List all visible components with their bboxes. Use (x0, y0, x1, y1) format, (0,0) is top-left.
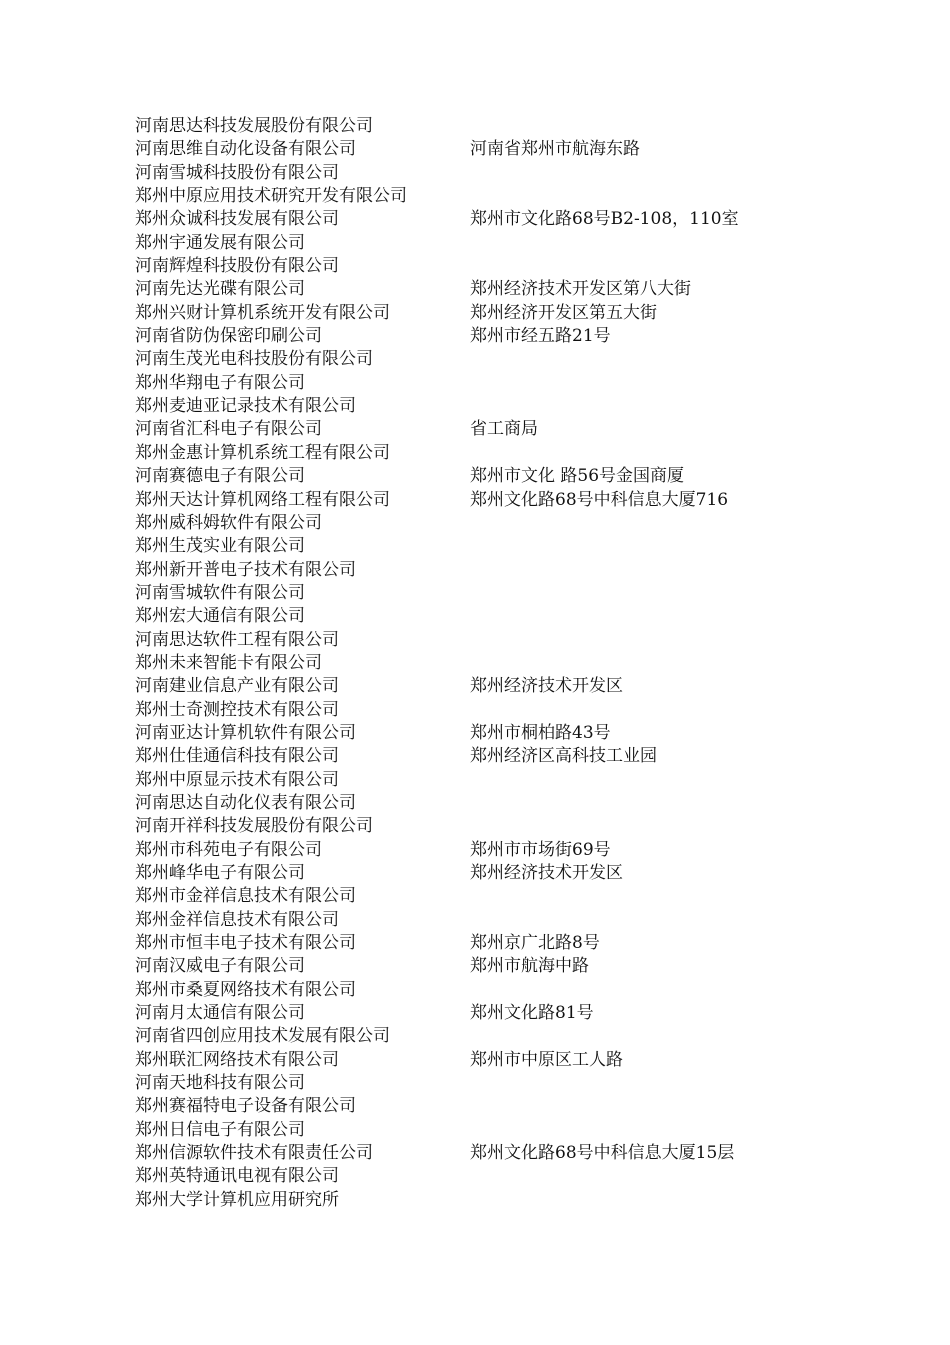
list-row (135, 745, 815, 768)
list-row (135, 278, 815, 301)
company-address: 郑州市文化 路56号金国商厦 (470, 466, 685, 487)
company-address (470, 1119, 815, 1142)
company-address (470, 442, 815, 465)
list-row (135, 1119, 815, 1142)
company-address: 郑州市航海中路 (470, 956, 589, 977)
list-row (135, 1142, 815, 1165)
company-address (470, 815, 815, 838)
company-address: 郑州经济开发区第五大街 (470, 302, 657, 323)
company-address (470, 652, 815, 675)
company-address (470, 395, 815, 418)
company-address (470, 1072, 815, 1095)
list-row (135, 348, 815, 371)
company-name: 郑州日信电子有限公司 (135, 1119, 305, 1140)
list-row (135, 1049, 815, 1072)
list-row (135, 115, 815, 138)
list-row (135, 418, 815, 441)
company-address (470, 1095, 815, 1118)
company-address (470, 115, 815, 138)
company-name: 郑州金惠计算机系统工程有限公司 (135, 442, 390, 463)
list-row (135, 792, 815, 815)
list-row (135, 675, 815, 698)
company-name: 郑州仕佳通信科技有限公司 (135, 746, 339, 767)
company-name: 河南辉煌科技股份有限公司 (135, 256, 339, 277)
company-name: 河南汉威电子有限公司 (135, 956, 305, 977)
company-address (470, 185, 815, 208)
company-name: 河南月太通信有限公司 (135, 1003, 305, 1024)
company-address (470, 1025, 815, 1048)
company-name: 河南思维自动化设备有限公司 (135, 139, 356, 160)
company-address: 郑州市中原区工人路 (470, 1049, 623, 1070)
list-row (135, 512, 815, 535)
list-row (135, 442, 815, 465)
company-name: 河南省汇科电子有限公司 (135, 419, 322, 440)
company-name: 郑州众诚科技发展有限公司 (135, 209, 339, 230)
list-row (135, 465, 815, 488)
list-row (135, 909, 815, 932)
list-row (135, 862, 815, 885)
company-name: 河南思达软件工程有限公司 (135, 629, 339, 650)
list-row (135, 885, 815, 908)
list-row (135, 955, 815, 978)
company-address: 郑州市桐柏路43号 (470, 722, 611, 743)
company-address: 郑州经济区高科技工业园 (470, 746, 657, 767)
company-name: 郑州信源软件技术有限责任公司 (135, 1143, 373, 1164)
company-address (470, 162, 815, 185)
company-address (470, 792, 815, 815)
company-name: 河南省防伪保密印刷公司 (135, 326, 322, 347)
company-name: 郑州联汇网络技术有限公司 (135, 1049, 339, 1070)
list-row (135, 815, 815, 838)
company-address (470, 512, 815, 535)
list-row (135, 652, 815, 675)
list-row (135, 629, 815, 652)
list-row (135, 325, 815, 348)
company-name: 郑州英特通讯电视有限公司 (135, 1166, 339, 1187)
company-name: 郑州市金祥信息技术有限公司 (135, 886, 356, 907)
company-name: 郑州生茂实业有限公司 (135, 536, 305, 557)
list-row (135, 839, 815, 862)
company-address (470, 372, 815, 395)
company-address (470, 605, 815, 628)
company-name: 郑州威科姆软件有限公司 (135, 512, 322, 533)
company-name: 河南开祥科技发展股份有限公司 (135, 816, 373, 837)
list-row (135, 979, 815, 1002)
company-name: 郑州天达计算机网络工程有限公司 (135, 489, 390, 510)
company-name: 郑州兴财计算机系统开发有限公司 (135, 302, 390, 323)
list-row (135, 722, 815, 745)
company-name: 郑州宇通发展有限公司 (135, 232, 305, 253)
company-address (470, 535, 815, 558)
company-address (470, 1165, 815, 1188)
company-name: 河南雪城科技股份有限公司 (135, 162, 339, 183)
list-row (135, 138, 815, 161)
company-address: 省工商局 (470, 419, 538, 440)
company-name: 郑州麦迪亚记录技术有限公司 (135, 396, 356, 417)
company-address: 郑州文化路68号中科信息大厦15层 (470, 1143, 735, 1164)
company-address: 郑州市经五路21号 (470, 326, 611, 347)
company-address (470, 255, 815, 278)
company-name: 河南建业信息产业有限公司 (135, 676, 339, 697)
company-name: 郑州中原显示技术有限公司 (135, 769, 339, 790)
company-name: 郑州宏大通信有限公司 (135, 606, 305, 627)
list-row (135, 162, 815, 185)
company-name: 郑州华翔电子有限公司 (135, 372, 305, 393)
list-row (135, 1072, 815, 1095)
company-address: 郑州京广北路8号 (470, 933, 600, 954)
list-row (135, 208, 815, 231)
company-name: 郑州中原应用技术研究开发有限公司 (135, 186, 407, 207)
company-address: 郑州文化路68号中科信息大厦716 (470, 489, 729, 510)
company-address (470, 699, 815, 722)
company-address (470, 629, 815, 652)
company-address (470, 559, 815, 582)
list-row (135, 1165, 815, 1188)
company-name: 河南思达科技发展股份有限公司 (135, 116, 373, 136)
list-row (135, 395, 815, 418)
company-address (470, 979, 815, 1002)
list-row (135, 605, 815, 628)
list-row (135, 185, 815, 208)
company-name: 郑州新开普电子技术有限公司 (135, 559, 356, 580)
company-name: 河南思达自动化仪表有限公司 (135, 792, 356, 813)
company-name: 郑州大学计算机应用研究所 (135, 1189, 339, 1210)
company-name: 郑州士奇测控技术有限公司 (135, 699, 339, 720)
company-address (470, 232, 815, 255)
company-address: 河南省郑州市航海东路 (470, 139, 640, 160)
company-name: 河南亚达计算机软件有限公司 (135, 722, 356, 743)
company-name: 河南生茂光电科技股份有限公司 (135, 349, 373, 370)
list-row (135, 535, 815, 558)
company-name: 河南雪城软件有限公司 (135, 582, 305, 603)
company-name: 郑州赛福特电子设备有限公司 (135, 1096, 356, 1117)
company-name: 郑州市恒丰电子技术有限公司 (135, 933, 356, 954)
list-row (135, 582, 815, 605)
list-row (135, 559, 815, 582)
company-name: 郑州市科苑电子有限公司 (135, 839, 322, 860)
list-row (135, 255, 815, 278)
company-address (470, 582, 815, 605)
company-address: 郑州经济技术开发区 (470, 863, 623, 883)
company-address (470, 769, 815, 792)
company-name: 河南先达光碟有限公司 (135, 279, 305, 300)
list-row (135, 1189, 815, 1212)
company-address: 郑州市市场街69号 (470, 839, 611, 860)
company-address: 郑州经济技术开发区第八大街 (470, 279, 691, 300)
company-address (470, 885, 815, 908)
company-name: 河南省四创应用技术发展有限公司 (135, 1026, 390, 1047)
company-address: 郑州市文化路68号B2-108，110室 (470, 209, 739, 230)
list-row (135, 1095, 815, 1118)
company-name: 郑州未来智能卡有限公司 (135, 652, 322, 673)
list-row (135, 372, 815, 395)
company-address-list (135, 115, 815, 1212)
list-row (135, 489, 815, 512)
list-row (135, 769, 815, 792)
list-row (135, 1002, 815, 1025)
company-name: 郑州峰华电子有限公司 (135, 863, 305, 883)
company-address (470, 348, 815, 371)
list-row (135, 302, 815, 325)
list-row (135, 932, 815, 955)
company-address: 郑州经济技术开发区 (470, 676, 623, 697)
company-address (470, 909, 815, 932)
list-row (135, 699, 815, 722)
company-name: 郑州市桑夏网络技术有限公司 (135, 979, 356, 1000)
company-address (470, 1189, 815, 1212)
list-row (135, 232, 815, 255)
company-name: 河南赛德电子有限公司 (135, 466, 305, 487)
company-name: 河南天地科技有限公司 (135, 1073, 305, 1094)
list-row (135, 1025, 815, 1048)
company-name: 郑州金祥信息技术有限公司 (135, 909, 339, 930)
company-address: 郑州文化路81号 (470, 1003, 594, 1024)
